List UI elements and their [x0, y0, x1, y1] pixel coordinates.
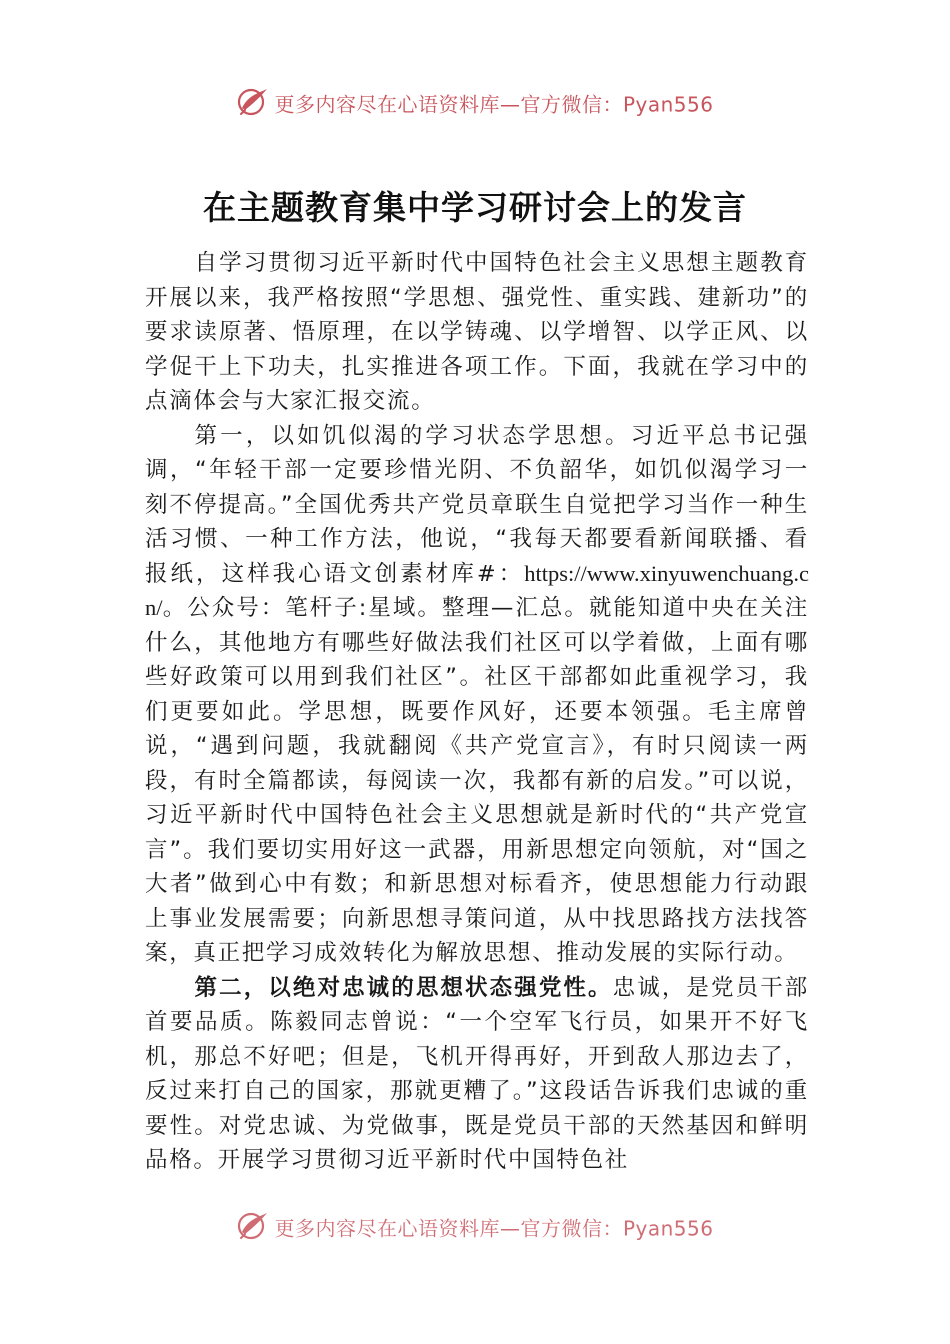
brand-pen-logo-icon	[236, 1210, 270, 1240]
header-watermark	[0, 88, 950, 118]
document-body	[145, 246, 809, 1178]
paragraph-second-point	[145, 971, 809, 1178]
paragraph-intro: 自学习贯彻习近平新时代中国特色社会主义思想主题教育开展以来，我严格按照“学思想、强党性、重实践、建新功”的要求读原著、悟原理，在以学铸魂、以学增智、以学正风、以学促干上下功夫，扎实推进各项工作。下面，我就在学习中的点滴体会与大家汇报交流。	[145, 250, 809, 414]
paragraph-first-point-text-continued: 。公众号：笔杆子:星域。整理—汇总。就能知道中央在关注什么，其他地方有哪些好做法我们社区可以学着做，上面有哪些好政策可以用到我们社区”。社区干部都如此重视学习，我们更要如此。学思想，既要作风好，还要本领强。毛主席曾说，“遇到问题，我就翻阅《共产党宣言》，有时只阅读一两段，有时全篇都读，每阅读一次，我都有新的启发。”可以说，习近平新时代中国特色社会主义思想就是新时代的“共产党宣言”。我们要切实用好这一武器，用新思想定向领航，对“国之大者”做到心中有数；和新思想对标看齐，使思想能力行动跟上事业发展需要；向新思想寻策问道，从中找思路找方法找答案，真正把学习成效转化为解放思想、推动发展的实际行动。	[145, 595, 809, 966]
second-point-body: 忠诚，是党员干部首要品质。陈毅同志曾说：“一个空军飞行员，如果开不好飞机，那总不好吧；但是，飞机开得再好，开到敌人那边去了，反过来打自己的国家，那就更糟了。”这段话告诉我们忠诚的重要性。对党忠诚、为党做事，既是党员干部的天然基因和鲜明品格。开展学习贯彻习近平新时代中国特色社	[145, 974, 809, 1173]
watermark-text: 更多内容尽在心语资料库—官方微信：Pyan556	[274, 92, 714, 117]
watermark-text: 更多内容尽在心语资料库—官方微信：Pyan556	[274, 1216, 714, 1241]
document-title: 在主题教育集中学习研讨会上的发言	[203, 188, 747, 227]
footer-watermark	[0, 1212, 950, 1242]
source-url-link[interactable]: https://www.xinyuwenchuang.cn/	[145, 560, 809, 620]
paragraph-first-point-text: 第一，以如饥似渴的学习状态学思想。习近平总书记强调，“年轻干部一定要珍惜光阴、不负韶华，如饥似渴学习一刻不停提高。”全国优秀共产党员章联生自觉把学习当作一种生活习惯、一种工作方法，他说，“我每天都要看新闻联播、看报纸，这样我心语文创素材库#：	[145, 422, 809, 587]
paragraph-first-point	[145, 419, 809, 971]
second-point-heading: 第二，以绝对忠诚的思想状态强党性。	[194, 974, 613, 1001]
brand-pen-logo-icon	[236, 86, 270, 116]
